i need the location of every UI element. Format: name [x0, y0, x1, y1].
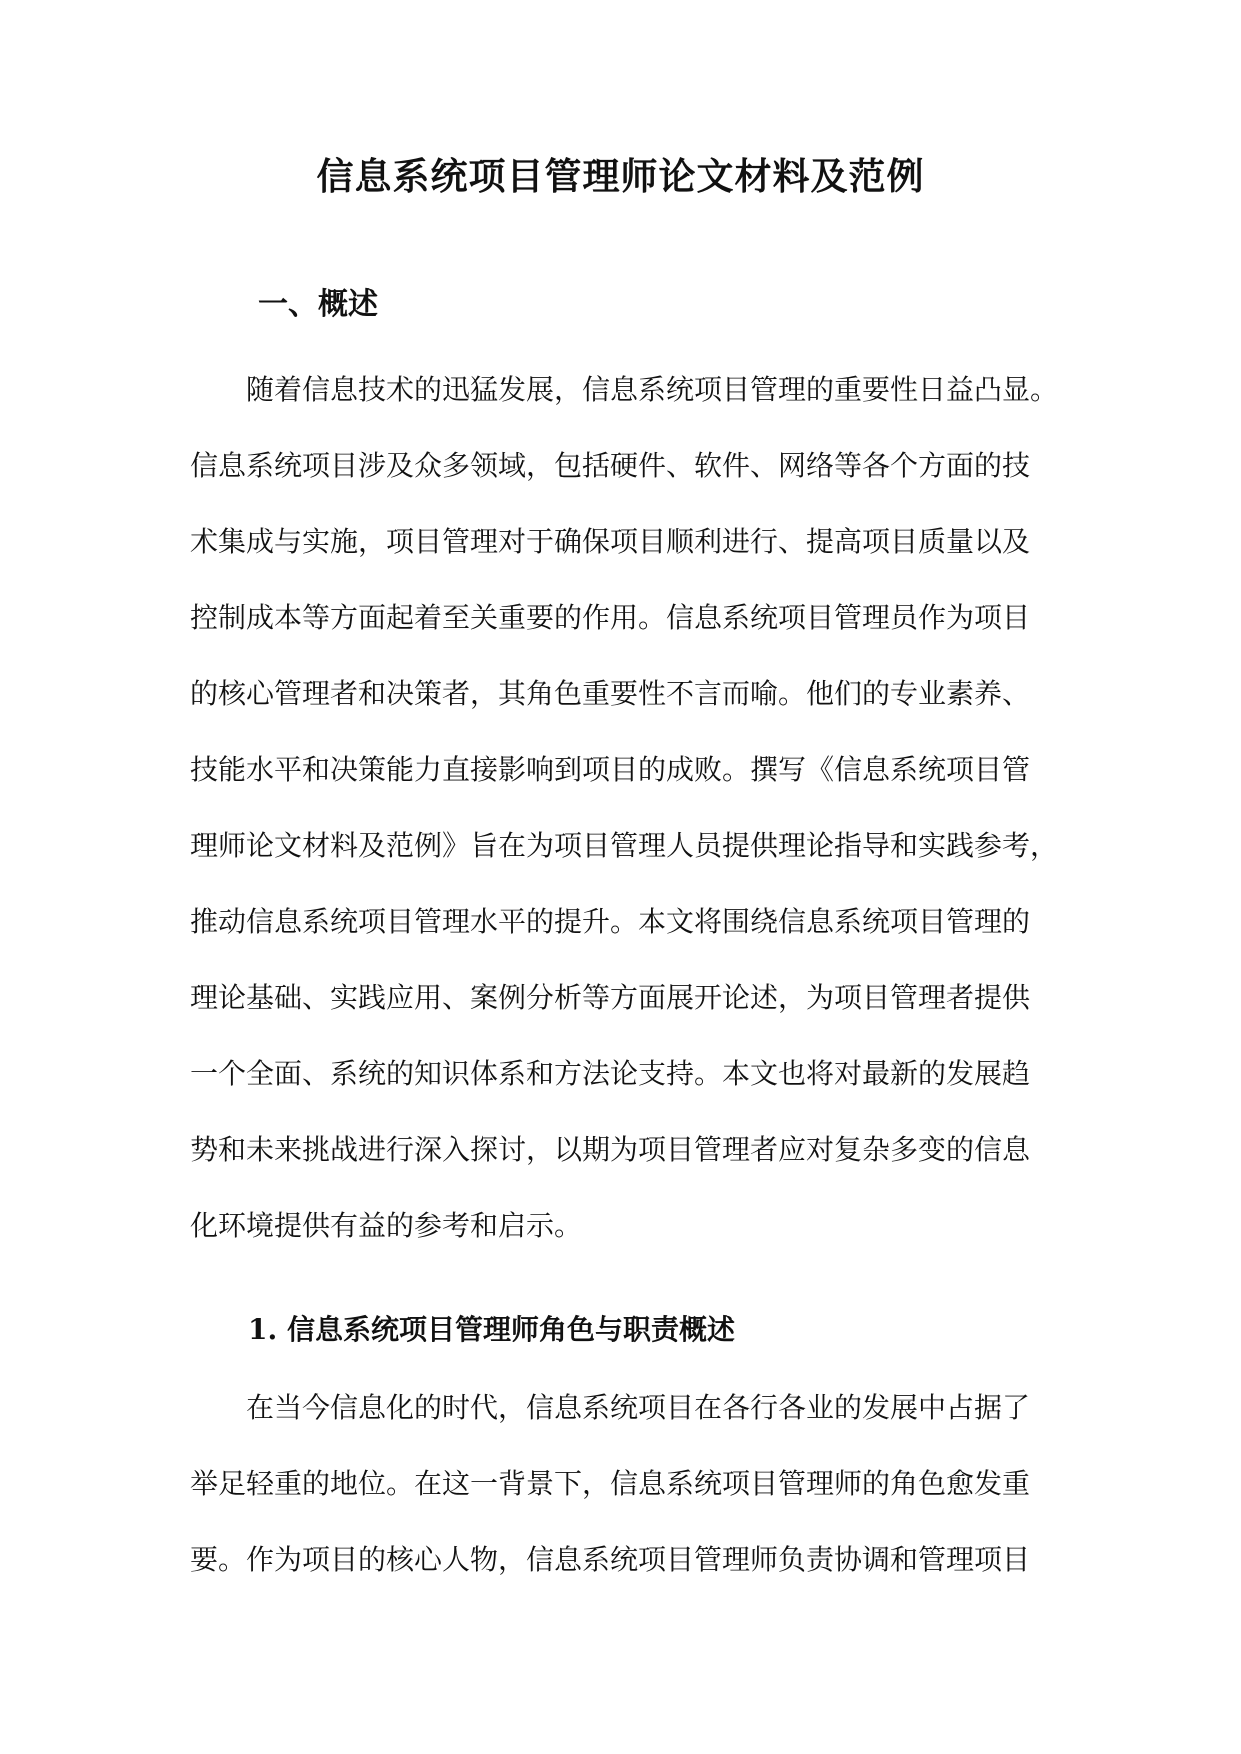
paragraph-line: 势和未来挑战进行深入探讨，以期为项目管理者应对复杂多变的信息 — [190, 1133, 1031, 1166]
paragraph-line: 理师论文材料及范例》旨在为项目管理人员提供理论指导和实践参考， — [190, 829, 1059, 862]
subsection-heading-role-overview: 1. 信息系统项目管理师角色与职责概述 — [248, 1313, 735, 1346]
paragraph-line: 一个全面、系统的知识体系和方法论支持。本文也将对最新的发展趋 — [190, 1057, 1031, 1090]
paragraph-line: 术集成与实施，项目管理对于确保项目顺利进行、提高项目质量以及 — [190, 525, 1031, 558]
paragraph-line: 在当今信息化的时代，信息系统项目在各行各业的发展中占据了 — [246, 1391, 1031, 1424]
paragraph-line: 信息系统项目涉及众多领域，包括硬件、软件、网络等各个方面的技 — [190, 449, 1031, 482]
paragraph-line: 举足轻重的地位。在这一背景下，信息系统项目管理师的角色愈发重 — [190, 1467, 1031, 1500]
paragraph-line: 技能水平和决策能力直接影响到项目的成败。撰写《信息系统项目管 — [190, 753, 1031, 786]
paragraph-line: 随着信息技术的迅猛发展，信息系统项目管理的重要性日益凸显。 — [246, 373, 1059, 406]
paragraph-line: 控制成本等方面起着至关重要的作用。信息系统项目管理员作为项目 — [190, 601, 1031, 634]
paragraph-line: 的核心管理者和决策者，其角色重要性不言而喻。他们的专业素养、 — [190, 677, 1031, 710]
document-title: 信息系统项目管理师论文材料及范例 — [316, 154, 925, 198]
paragraph-line: 推动信息系统项目管理水平的提升。本文将围绕信息系统项目管理的 — [190, 905, 1031, 938]
paragraph-line: 要。作为项目的核心人物，信息系统项目管理师负责协调和管理项目 — [190, 1543, 1031, 1576]
role-paragraph — [190, 1370, 1070, 1598]
overview-paragraph — [190, 352, 1070, 1264]
section-heading-overview: 一、概述 — [258, 287, 378, 322]
paragraph-line: 理论基础、实践应用、案例分析等方面展开论述，为项目管理者提供 — [190, 981, 1031, 1014]
paragraph-line: 化环境提供有益的参考和启示。 — [190, 1209, 583, 1242]
